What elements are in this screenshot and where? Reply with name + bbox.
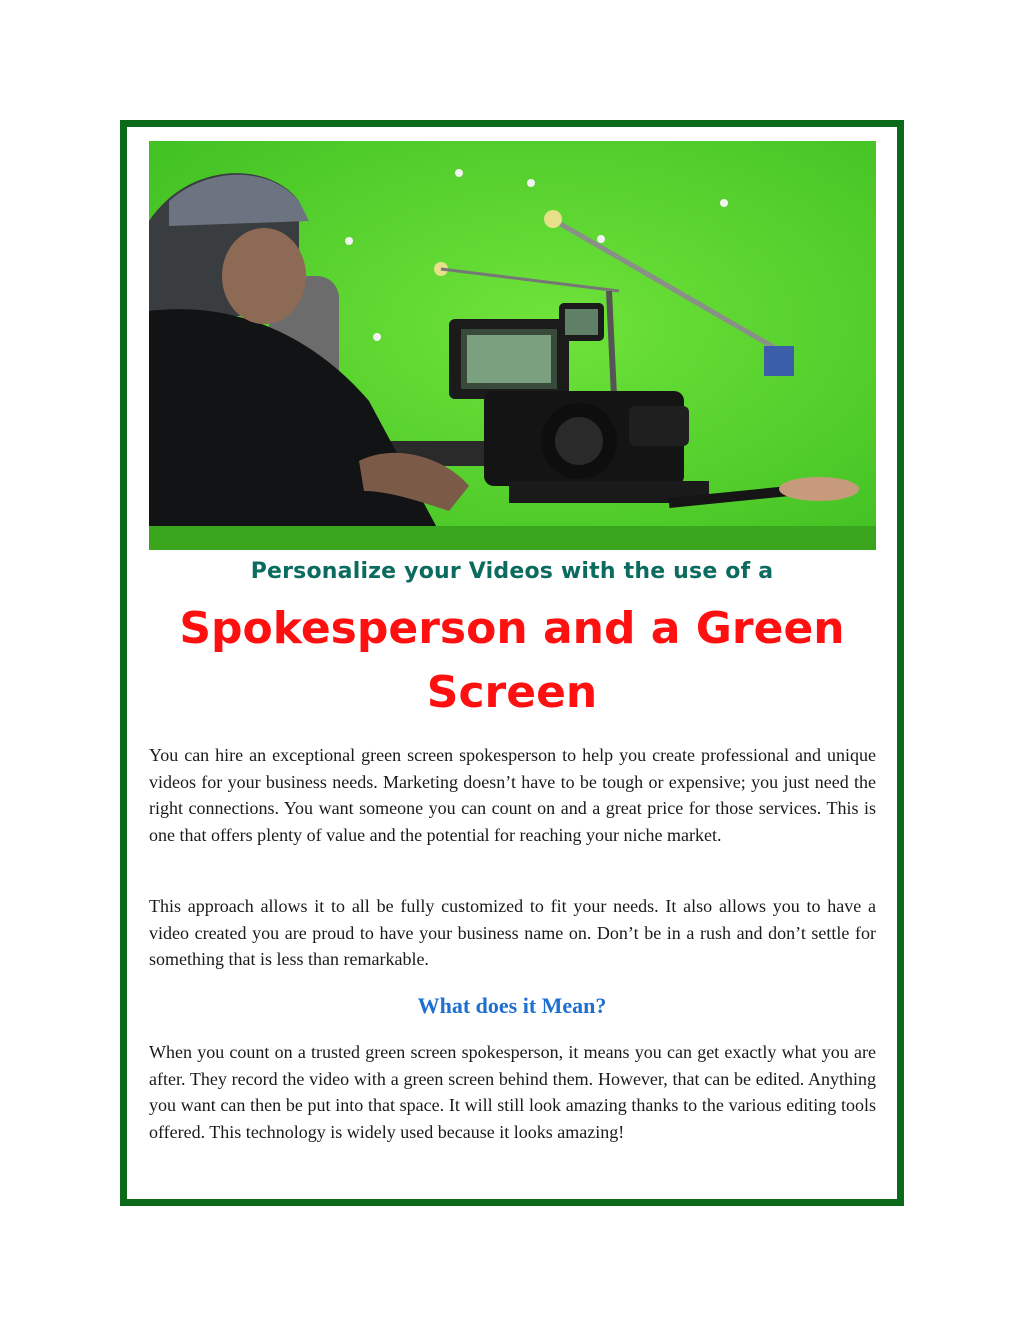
- title-line-2: Screen: [426, 667, 598, 718]
- section-heading: What does it Mean?: [417, 993, 607, 1018]
- approach-paragraph: This approach allows it to all be fully customized to fit your needs. It also allows you to have a video created you are proud to have your business name on. Don’t be in a rush and don’t settle for something that is less than remarkable.: [149, 896, 876, 969]
- article-title: [127, 597, 897, 725]
- article-subtitle: Personalize your Videos with the use of a: [250, 559, 774, 584]
- section-paragraph: When you count on a trusted green screen spokesperson, it means you can get exactly what you are after. They record the video with a green screen behind them. However, that can be edited. Anything you want can then be put into that space. It will still look amazing thanks to the various editing tools offered. This technology is widely used because it looks amazing!: [149, 1042, 876, 1142]
- page-frame: [120, 120, 904, 1206]
- intro-paragraph: You can hire an exceptional green screen spokesperson to help you create professional and unique videos for your business needs. Marketing doesn’t have to be tough or expensive; you just need the right connections. You want someone you can count on and a great price for those services. This is one that offers plenty of value and the potential for reaching your niche market.: [149, 745, 876, 845]
- green-screen-photo-illustration: [149, 141, 876, 550]
- hero-photo: [149, 141, 876, 550]
- title-line-1: Spokesperson and a Green: [179, 603, 845, 654]
